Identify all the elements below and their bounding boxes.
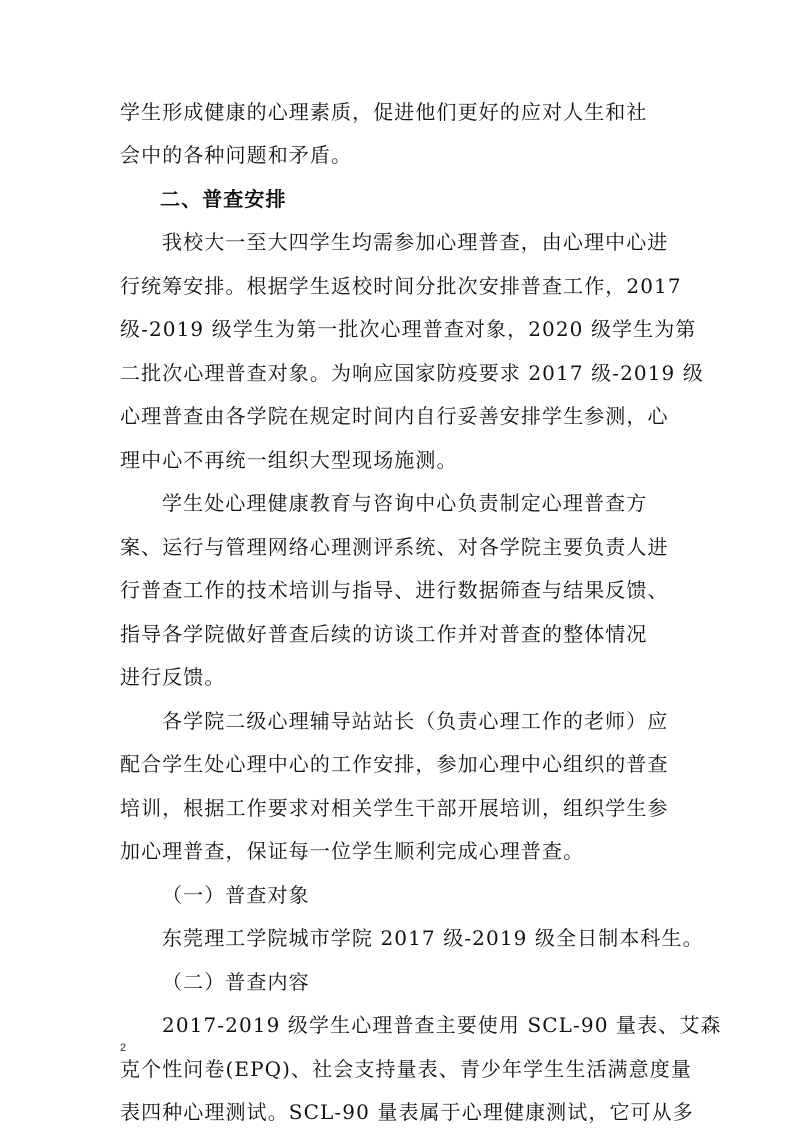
body-text-line: 学生形成健康的心理素质，促进他们更好的应对人生和社	[120, 100, 648, 124]
page-number: 2	[120, 1042, 127, 1054]
body-text-line: 东莞理工学院城市学院 2017 级-2019 级全日制本科生。	[162, 926, 704, 950]
body-text-line: 二批次心理普查对象。为响应国家防疫要求 2017 级-2019 级	[120, 361, 704, 385]
subsection-heading: （二）普查内容	[162, 970, 310, 994]
body-text-line: 指导各学院做好普查后续的访谈工作并对普查的整体情况	[120, 622, 648, 646]
body-text-line: 案、运行与管理网络心理测评系统、对各学院主要负责人进	[120, 535, 669, 559]
body-text-line: 进行反馈。	[120, 665, 226, 689]
section-heading: 二、普查安排	[160, 187, 287, 211]
body-text-line: 会中的各种问题和矛盾。	[120, 143, 353, 167]
body-text-line: 行普查工作的技术培训与指导、进行数据筛查与结果反馈、	[120, 578, 669, 602]
body-text-line: 级-2019 级学生为第一批次心理普查对象，2020 级学生为第	[120, 317, 697, 341]
body-text-line: 行统筹安排。根据学生返校时间分批次安排普查工作，2017	[120, 274, 682, 298]
body-text-line: 2017-2019 级学生心理普查主要使用 SCL-90 量表、艾森	[162, 1013, 722, 1037]
body-text-line: 加心理普查，保证每一位学生顺利完成心理普查。	[120, 839, 585, 863]
body-text-line: 培训，根据工作要求对相关学生干部开展培训，组织学生参	[120, 796, 669, 820]
body-text-line: 克个性问卷(EPQ)、社会支持量表、青少年学生生活满意度量	[120, 1057, 692, 1081]
body-text-line: 表四种心理测试。SCL-90 量表属于心理健康测试，它可从多	[120, 1100, 694, 1124]
body-text-line: 配合学生处心理中心的工作安排，参加心理中心组织的普查	[120, 752, 669, 776]
subsection-heading: （一）普查对象	[162, 883, 310, 907]
body-text-line: 学生处心理健康教育与咨询中心负责制定心理普查方	[162, 491, 648, 515]
body-text-line: 各学院二级心理辅导站站长（负责心理工作的老师）应	[162, 709, 669, 733]
body-text-line: 心理普查由各学院在规定时间内自行妥善安排学生参测，心	[120, 404, 669, 428]
body-text-line: 理中心不再统一组织大型现场施测。	[120, 448, 458, 472]
body-text-line: 我校大一至大四学生均需参加心理普查，由心理中心进	[162, 230, 669, 254]
